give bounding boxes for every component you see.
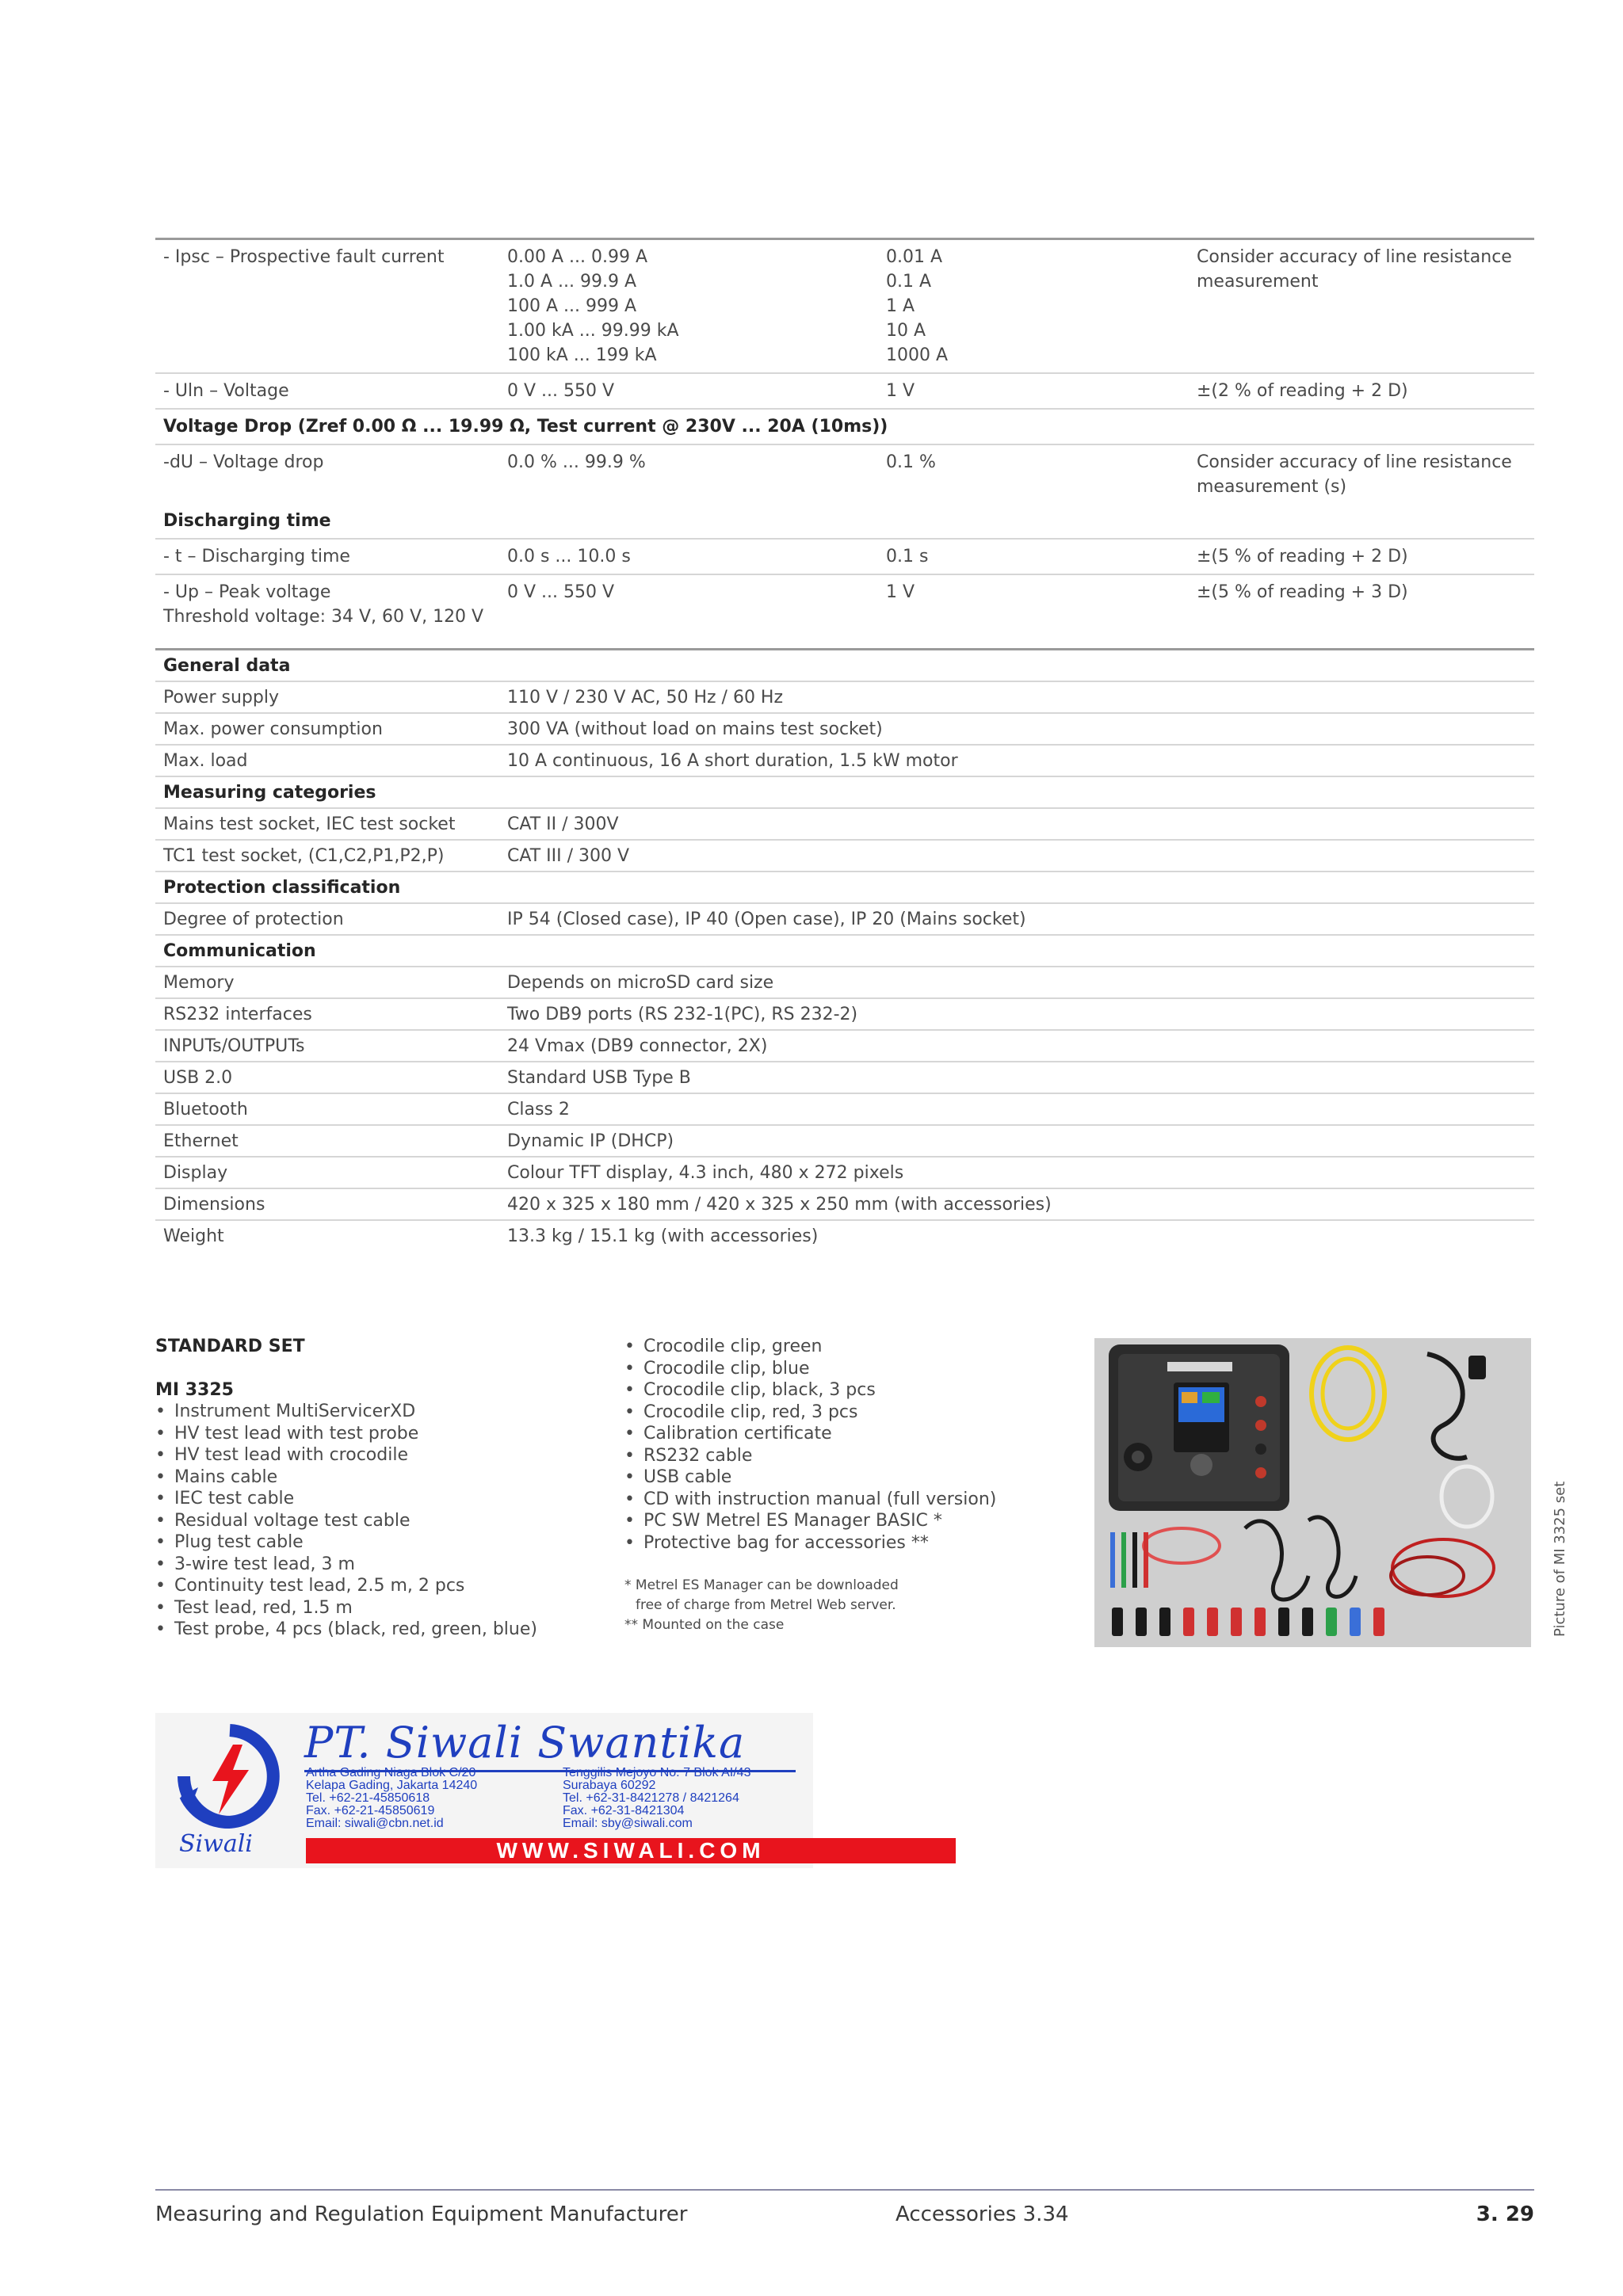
spec-label: -dU – Voltage drop: [163, 452, 324, 472]
list-item: • Mains cable: [155, 1466, 599, 1489]
general-row: Power supply 110 V / 230 V AC, 50 Hz / 60 Hz: [155, 682, 1534, 714]
spec-resolution: 0.1 %: [886, 452, 936, 472]
list-item: • Crocodile clip, red, 3 pcs: [624, 1402, 1068, 1424]
photo-caption: Picture of MI 3325 set: [1552, 1481, 1568, 1637]
list-item: • Crocodile clip, green: [624, 1336, 1068, 1358]
product-set-photo: [1094, 1338, 1531, 1647]
spec-range: 0.0 % ... 99.9 %: [507, 452, 646, 472]
website-link[interactable]: WWW.SIWALI.COM: [306, 1838, 956, 1863]
spec-heading-voltage-drop: [155, 410, 1534, 445]
model-name: MI 3325: [155, 1379, 234, 1400]
general-row: Degree of protection IP 54 (Closed case), IP 40 (Open case), IP 20 (Mains socket): [155, 904, 1534, 936]
standard-set-list-left: [155, 1401, 599, 1641]
spec-heading-discharging: [155, 504, 1534, 540]
spec-resolution: 0.1 s: [886, 547, 929, 566]
list-item: • RS232 cable: [624, 1445, 1068, 1467]
logo-wordmark: Siwali: [179, 1830, 253, 1858]
general-row: Memory Depends on microSD card size: [155, 967, 1534, 999]
general-row: Mains test socket, IEC test socket CAT II / 300V: [155, 809, 1534, 841]
list-item: • Calibration certificate: [624, 1423, 1068, 1445]
general-heading-row: [155, 648, 1534, 682]
list-item: • Crocodile clip, blue: [624, 1358, 1068, 1380]
spec-accuracy: Consider accuracy of line resistance measurement: [1197, 247, 1512, 292]
list-item: • PC SW Metrel ES Manager BASIC *: [624, 1510, 1068, 1532]
company-name: PT. Siwali Swantika: [304, 1718, 746, 1768]
general-row: Weight 13.3 kg / 15.1 kg (with accessories): [163, 1226, 819, 1246]
standard-set-list-right: [624, 1336, 1068, 1554]
list-item: • HV test lead with test probe: [155, 1423, 599, 1445]
standard-set: [155, 1336, 599, 1641]
spec-range: 0 V ... 550 V: [507, 582, 615, 602]
general-row: Dimensions 420 x 325 x 180 mm / 420 x 325 x 250 mm (with accessories): [155, 1189, 1534, 1221]
section-heading: Protection classification: [163, 878, 401, 898]
footer-divider: [155, 2189, 1534, 2191]
general-row: Bluetooth Class 2: [155, 1094, 1534, 1126]
footnote: * Metrel ES Manager can be downloaded: [624, 1577, 899, 1593]
list-item: • Instrument MultiServicerXD: [155, 1401, 599, 1423]
footer-section: Accessories 3.34: [896, 2203, 1069, 2226]
general-row: Ethernet Dynamic IP (DHCP): [155, 1126, 1534, 1158]
list-item: • Test lead, red, 1.5 m: [155, 1597, 599, 1619]
list-item: • USB cable: [624, 1466, 1068, 1489]
general-row: Max. load 10 A continuous, 16 A short duration, 1.5 kW motor: [155, 746, 1534, 777]
spec-resolution: 1 V: [886, 582, 915, 602]
general-row: USB 2.0 Standard USB Type B: [155, 1062, 1534, 1094]
list-item: • HV test lead with crocodile: [155, 1444, 599, 1466]
measurement-spec-table: [155, 238, 1534, 634]
spec-row-up: [155, 575, 1534, 634]
spec-range: 0.0 s ... 10.0 s: [507, 547, 631, 566]
spec-row-uln: [155, 374, 1534, 410]
footnote: free of charge from Metrel Web server.: [636, 1597, 896, 1613]
company-logo-icon: [166, 1721, 293, 1832]
section-heading: Discharging time: [163, 511, 331, 531]
product-illustration: [1094, 1338, 1531, 1647]
spec-accuracy: ±(5 % of reading + 2 D): [1197, 547, 1408, 566]
list-item: • CD with instruction manual (full version): [624, 1489, 1068, 1511]
standard-set-title: STANDARD SET: [155, 1337, 305, 1356]
page-number: 3. 29: [1476, 2203, 1534, 2226]
spec-resolution: 1 V: [886, 381, 915, 401]
spec-row-t: [155, 540, 1534, 575]
spec-label: - Up – Peak voltage Threshold voltage: 34 V, 60 V, 120 V: [163, 582, 484, 627]
protection-heading-row: [155, 872, 1534, 904]
general-row: INPUTs/OUTPUTs 24 Vmax (DB9 connector, 2X): [155, 1031, 1534, 1062]
address-jakarta: Artha Gading Niaga Blok C/20 Kelapa Gading, Jakarta 14240 Tel. +62-21-45850618 Fax. +62-21-45850619 Email: siwali@cbn.net.id: [306, 1766, 478, 1830]
list-item: • Protective bag for accessories **: [624, 1532, 1068, 1554]
general-row: Max. power consumption 300 VA (without load on mains test socket): [155, 714, 1534, 746]
spec-accuracy: Consider accuracy of line resistance measurement (s): [1197, 452, 1512, 497]
footnotes: [624, 1576, 1068, 1635]
footnote: ** Mounted on the case: [624, 1617, 785, 1633]
footer-company-tagline: Measuring and Regulation Equipment Manufacturer: [155, 2203, 688, 2226]
section-heading: Measuring categories: [163, 783, 376, 803]
spec-label: - Uln – Voltage: [163, 381, 289, 401]
spec-range: 0 V ... 550 V: [507, 381, 615, 401]
spec-row-ipsc: [155, 238, 1534, 374]
list-item: • 3-wire test lead, 3 m: [155, 1554, 599, 1576]
general-row: RS232 interfaces Two DB9 ports (RS 232-1(PC), RS 232-2): [155, 999, 1534, 1031]
list-item: • IEC test cable: [155, 1488, 599, 1510]
general-row: Display Colour TFT display, 4.3 inch, 480 x 272 pixels: [155, 1158, 1534, 1189]
company-banner: [155, 1713, 813, 1868]
spec-resolution: 0.01 A 0.1 A 1 A 10 A 1000 A: [886, 247, 949, 365]
general-row: TC1 test socket, (C1,C2,P1,P2,P) CAT III / 300 V: [155, 841, 1534, 872]
list-item: • Test probe, 4 pcs (black, red, green, blue): [155, 1619, 599, 1641]
list-item: • Crocodile clip, black, 3 pcs: [624, 1379, 1068, 1402]
list-item: • Residual voltage test cable: [155, 1510, 599, 1532]
section-heading: Communication: [163, 941, 316, 961]
section-heading: Voltage Drop (Zref 0.00 Ω ... 19.99 Ω, Test current @ 230V ... 20A (10ms)): [163, 417, 888, 437]
spec-row-du: [155, 445, 1534, 504]
address-surabaya: Tenggilis Mejoyo No. 7 Blok AI/43 Surabaya 60292 Tel. +62-31-8421278 / 8421264 Fax. +62-31-8421304 Email: sby@siwali.com: [563, 1766, 751, 1830]
list-item: • Continuity test lead, 2.5 m, 2 pcs: [155, 1575, 599, 1597]
general-data-table: [155, 648, 1534, 1251]
section-heading: General data: [163, 656, 291, 676]
communication-heading-row: [155, 936, 1534, 967]
spec-range: 0.00 A ... 0.99 A 1.0 A ... 99.9 A 100 A ... 999 A 1.00 kA ... 99.99 kA 100 kA ... 199 kA: [507, 247, 679, 365]
list-item: • Plug test cable: [155, 1531, 599, 1554]
spec-label: - t – Discharging time: [163, 547, 350, 566]
measuring-heading-row: [155, 777, 1534, 809]
spec-label: - Ipsc – Prospective fault current: [163, 247, 445, 267]
spec-accuracy: ±(2 % of reading + 2 D): [1197, 381, 1408, 401]
spec-accuracy: ±(5 % of reading + 3 D): [1197, 582, 1408, 602]
